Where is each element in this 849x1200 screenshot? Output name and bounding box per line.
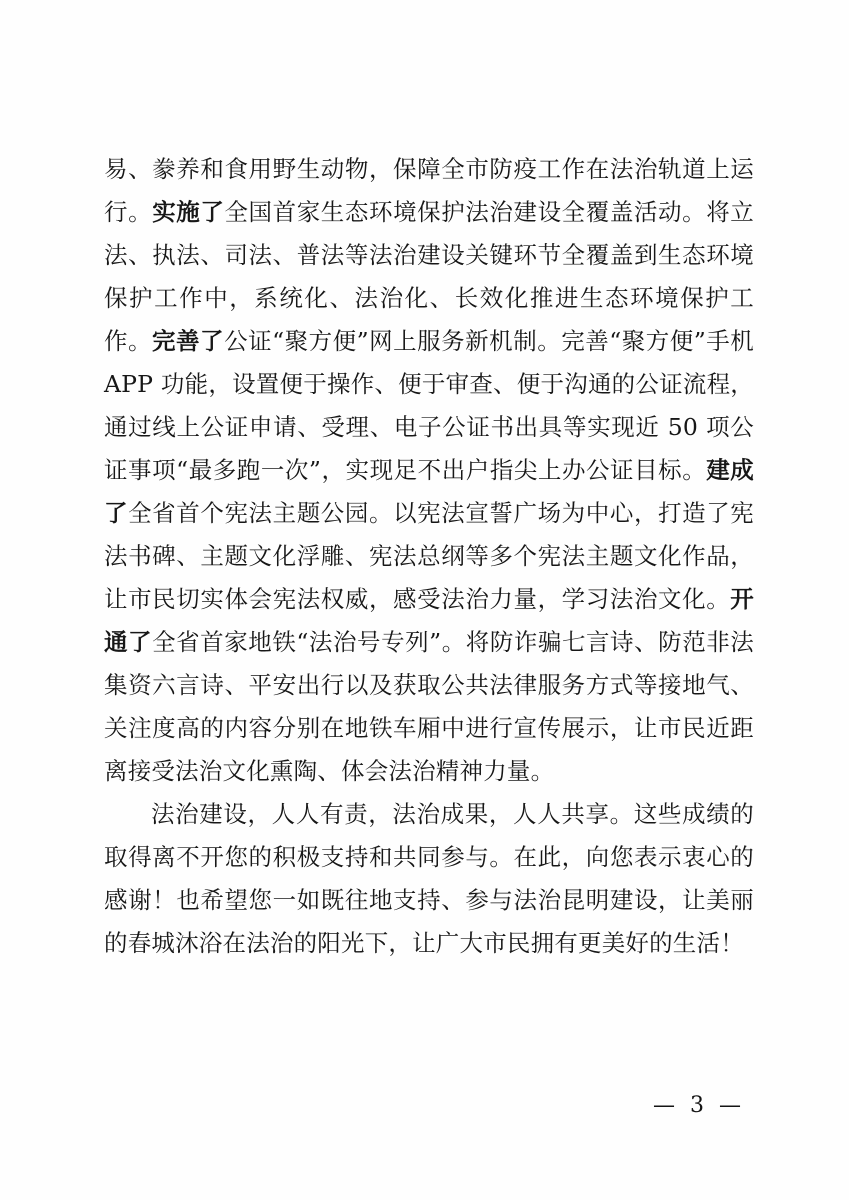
emphasis-run: 实施了 [152, 198, 225, 226]
text-run: 全国首家生态环境保护法治建设全覆盖活动。将立法、执法、司法、普法等法治建设关键环节全覆盖到生态环境保护工作中，系统化、法治化、长效化推进生态环境保护工作。 [104, 198, 754, 355]
emphasis-run: 开通了 [104, 585, 754, 656]
text-run: 全省首家地铁“法治号专列”。将防诈骗七言诗、防范非法集资六言诗、平安出行以及获取公共法律服务方式等接地气、关注度高的内容分别在地铁车厢中进行宣传展示，让市民近距离接受法治文化熏陶、体会法治精神力量。 [104, 628, 754, 785]
paragraph [104, 793, 754, 965]
emphasis-run: 建成了 [104, 456, 754, 527]
paragraph-container [104, 148, 754, 965]
text-run: 法治建设，人人有责，法治成果，人人共享。这些成绩的取得离不开您的积极支持和共同参与。在此，向您表示衷心的感谢！也希望您一如既往地支持、参与法治昆明建设，让美丽的春城沐浴在法治的阳光下，让广大市民拥有更美好的生活！ [104, 800, 754, 957]
text-run: 全省首个宪法主题公园。以宪法宣誓广场为中心，打造了宪法书碑、主题文化浮雕、宪法总纲等多个宪法主题文化作品，让市民切实体会宪法权威，感受法治力量，学习法治文化。 [104, 499, 754, 613]
paragraph [104, 148, 754, 793]
text-run: 易、豢养和食用野生动物，保障全市防疫工作在法治轨道上运行。 [104, 155, 754, 226]
emphasis-run: 完善了 [152, 327, 225, 355]
document-body [104, 148, 754, 965]
text-run: 公证“聚方便”网上服务新机制。完善“聚方便”手机 APP 功能，设置便于操作、便于审查、便于沟通的公证流程，通过线上公证申请、受理、电子公证书出具等实现近 50 项公证事项“最多跑一次”，实现足不出户指尖上办公证目标。 [104, 327, 755, 484]
page-number: — 3 — [653, 1093, 745, 1118]
